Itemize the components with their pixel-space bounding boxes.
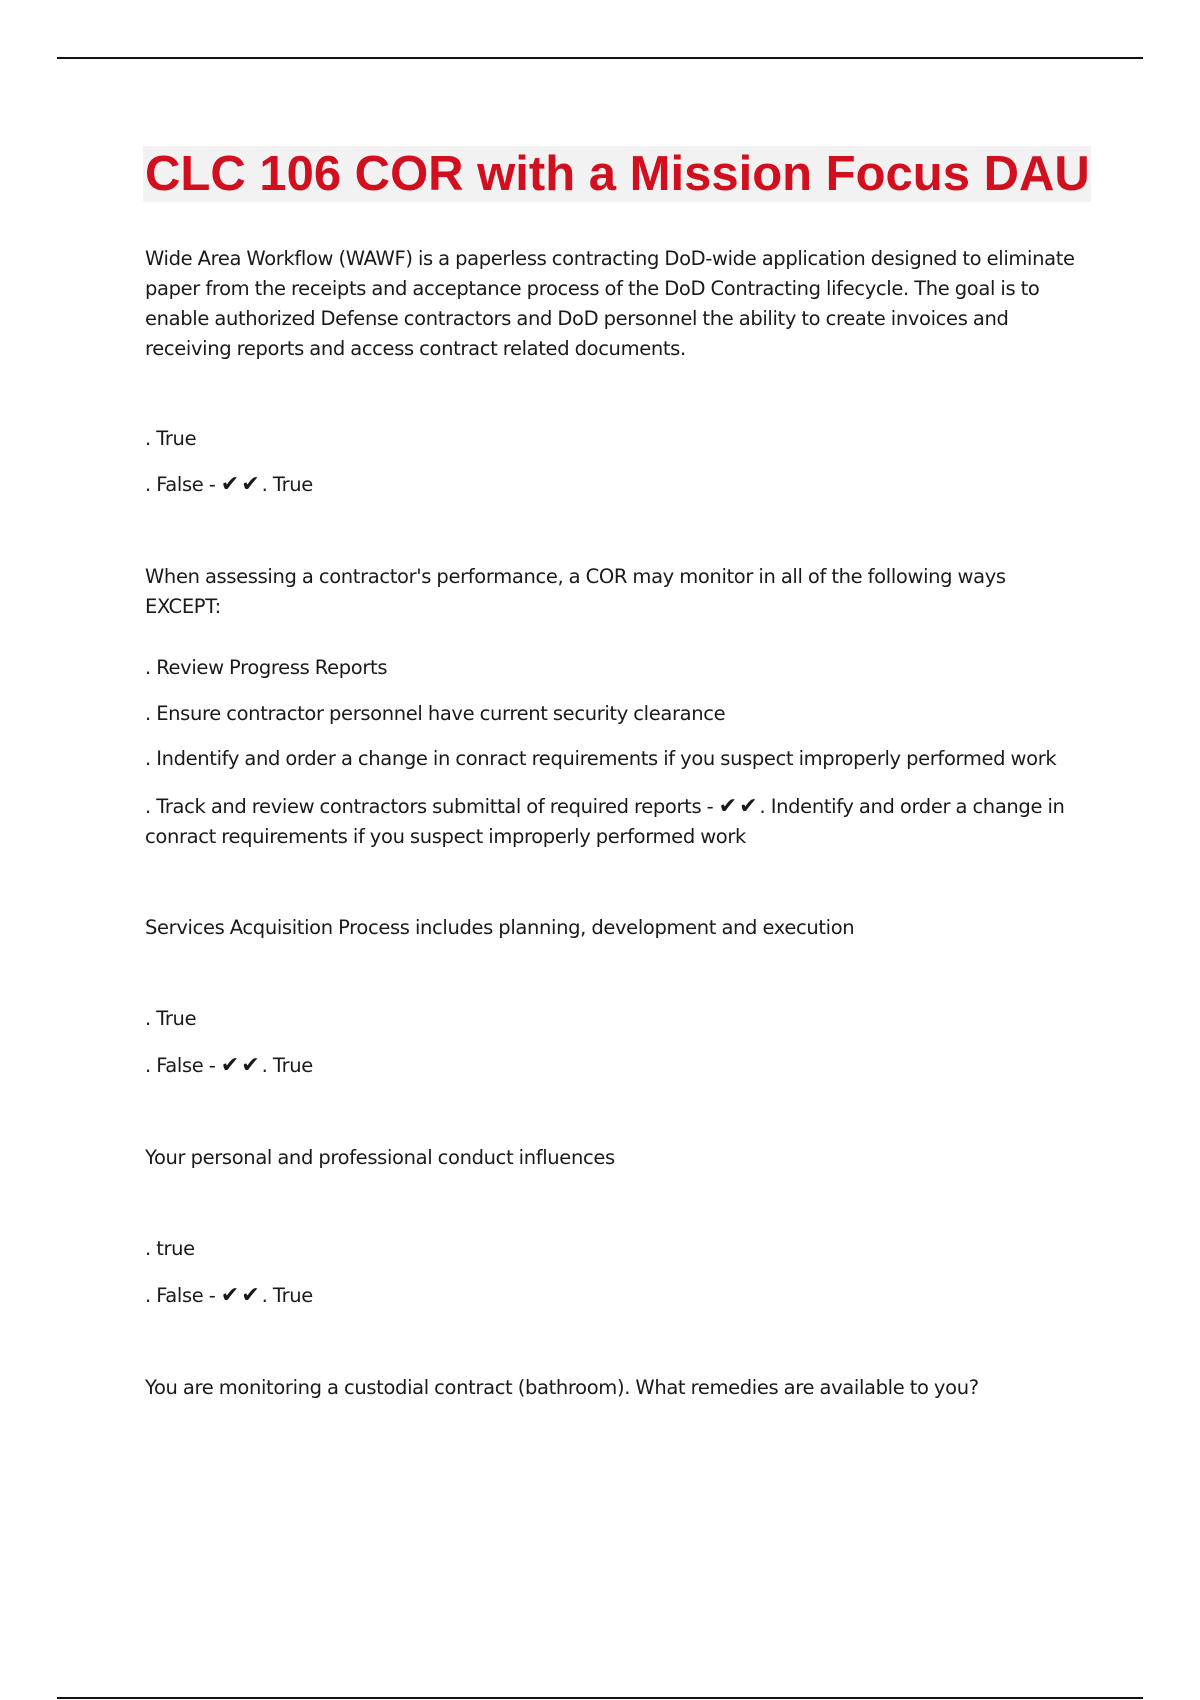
- question-4-answer: . True: [261, 1284, 313, 1307]
- question-2-option-1: . Review Progress Reports: [145, 656, 388, 679]
- bottom-rule: [57, 1697, 1143, 1699]
- question-1-option-1: . True: [145, 427, 197, 450]
- question-1-option-2-text: . False -: [145, 473, 216, 496]
- question-1-answer: . True: [261, 473, 313, 496]
- question-2-option-4: [145, 792, 1075, 852]
- question-4-prompt: Your personal and professional conduct influences: [145, 1146, 615, 1169]
- question-4-option-1: . true: [145, 1237, 195, 1260]
- question-3-prompt: Services Acquisition Process includes planning, development and execution: [145, 916, 855, 939]
- question-1-prompt: Wide Area Workflow (WAWF) is a paperless contracting DoD-wide application designed to eliminate paper from the receipts and acceptance process of the DoD Contracting lifecycle. The goal is to enable authorized Defense contractors and DoD personnel the ability to create invoices and receiving reports and access contract related documents.: [145, 247, 1075, 360]
- question-4-option-2-text: . False -: [145, 1284, 216, 1307]
- question-2-answer: . Indentify and order a change in conract requirements if you suspect improperly performed work: [145, 795, 1065, 848]
- question-2-option-3: . Indentify and order a change in conract requirements if you suspect improperly performed work: [145, 747, 1057, 770]
- question-1-option-2: [145, 470, 1075, 500]
- question-3-option-2-text: . False -: [145, 1054, 216, 1077]
- question-2-prompt: When assessing a contractor's performance, a COR may monitor in all of the following ways EXCEPT:: [145, 565, 1006, 618]
- document-title: CLC 106 COR with a Mission Focus DAU: [145, 147, 1090, 201]
- double-check-icon: ✔✔: [718, 794, 760, 819]
- double-check-icon: ✔✔: [220, 472, 262, 497]
- question-5-prompt: You are monitoring a custodial contract (bathroom). What remedies are available to you?: [145, 1376, 979, 1399]
- question-3-option-1: . True: [145, 1007, 197, 1030]
- question-3-option-2: [145, 1051, 1075, 1081]
- question-3-answer: . True: [261, 1054, 313, 1077]
- double-check-icon: ✔✔: [220, 1283, 262, 1308]
- double-check-icon: ✔✔: [220, 1053, 262, 1078]
- question-4-option-2: [145, 1281, 1075, 1311]
- top-rule: [57, 57, 1143, 59]
- question-2-option-4-text: . Track and review contractors submittal of required reports -: [145, 795, 714, 818]
- question-2-option-2: . Ensure contractor personnel have current security clearance: [145, 702, 726, 725]
